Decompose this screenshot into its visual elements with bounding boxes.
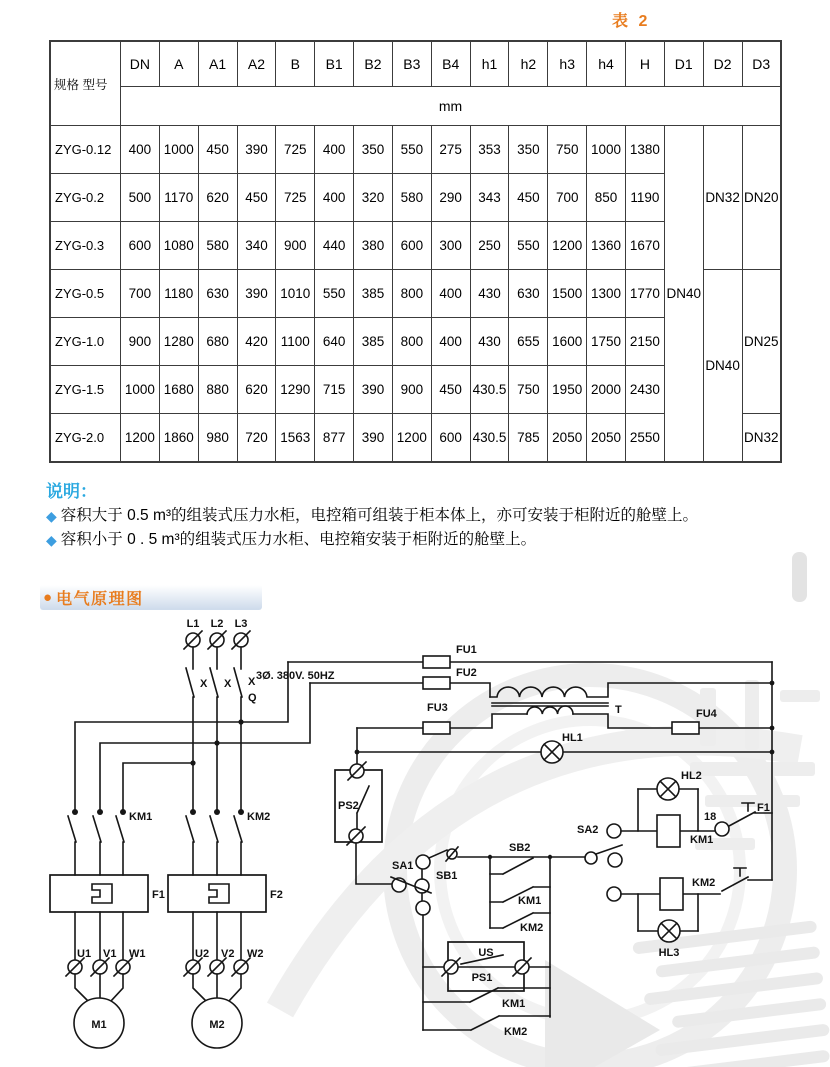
table-header-cell: h4 (587, 41, 626, 87)
section-title: 电气原理图 (56, 590, 144, 608)
table-header-cell: D3 (742, 41, 781, 87)
table-row (50, 87, 781, 126)
table-cell: 430 (470, 318, 509, 366)
table-cell: 580 (392, 174, 431, 222)
fuse-fu1 (288, 656, 772, 668)
motor-terminals (66, 958, 250, 976)
table-cell: 720 (237, 414, 276, 463)
table-cell: 620 (237, 366, 276, 414)
table-cell: 700 (121, 270, 160, 318)
table-cell: 300 (431, 222, 470, 270)
table-cell: 1170 (159, 174, 198, 222)
table-cell: 1180 (159, 270, 198, 318)
table-cell: ZYG-1.0 (50, 318, 121, 366)
table-cell: 600 (121, 222, 160, 270)
table-cell: 400 (121, 126, 160, 174)
circuit-label: U1 (77, 948, 92, 960)
circuit-label: W2 (247, 948, 264, 960)
table-header-cell: D2 (703, 41, 742, 87)
circuit-label: FU2 (456, 667, 477, 679)
table-row (50, 41, 781, 87)
table-cell: 1300 (587, 270, 626, 318)
table-header-cell: B1 (315, 41, 354, 87)
circle-bullet-icon: ● (43, 588, 53, 606)
circuit-label: KM2 (692, 877, 716, 889)
circuit-label: KM2 (520, 922, 544, 934)
fuse-fu3 (357, 714, 527, 734)
selector-contact-right (585, 845, 622, 867)
table-cell: 640 (315, 318, 354, 366)
table-header-cell: B4 (431, 41, 470, 87)
table-cell: 450 (509, 174, 548, 222)
table-header-cell: B2 (354, 41, 393, 87)
table-cell: DN32 (703, 126, 742, 270)
table-cell: 380 (354, 222, 393, 270)
contactor-banks (50, 809, 266, 960)
table-cell: 275 (431, 126, 470, 174)
circuit-label: L1 (186, 618, 200, 630)
main-switch-q (186, 647, 242, 812)
circuit-label: F1 (757, 802, 770, 814)
table-cell: DN40 (664, 126, 703, 463)
table-cell: 450 (431, 366, 470, 414)
circuit-label: KM1 (518, 895, 542, 907)
table-cell: 1680 (159, 366, 198, 414)
table-cell: 450 (198, 126, 237, 174)
table-cell: 350 (509, 126, 548, 174)
circuit-label: PS2 (338, 800, 359, 812)
table-cell: 1600 (548, 318, 587, 366)
table-header-cell: D1 (664, 41, 703, 87)
circuit-label: X (248, 676, 256, 688)
circuit-label: M2 (209, 1019, 225, 1031)
table-cell: 430.5 (470, 366, 509, 414)
circuit-label: T (615, 704, 622, 716)
note-text: 容积大于 0.5 m³的组装式压力水柜，电控箱可组装于柜本体上，亦可安装于柜附近的舱壁上。 (60, 507, 699, 524)
circuit-label: SB2 (509, 842, 531, 854)
table-cell: 630 (198, 270, 237, 318)
table-cell: 715 (315, 366, 354, 414)
circuit-label: F1 (152, 889, 165, 901)
table-cell: DN40 (703, 270, 742, 463)
table-cell: DN20 (742, 126, 781, 270)
table-cell: 2000 (587, 366, 626, 414)
table-cell: 290 (431, 174, 470, 222)
table-cell: 700 (548, 174, 587, 222)
table-cell: 250 (470, 222, 509, 270)
table-cell: 2550 (625, 414, 664, 463)
notes-title: 说明： (46, 482, 97, 501)
table-cell: 340 (237, 222, 276, 270)
table-cell: DN32 (742, 414, 781, 463)
diamond-bullet-icon: ◆ (46, 531, 57, 548)
table-cell: 550 (392, 126, 431, 174)
table-header-cell: H (625, 41, 664, 87)
table-cell: 1380 (625, 126, 664, 174)
circuit-label: X (224, 678, 232, 690)
table-cell: ZYG-2.0 (50, 414, 121, 463)
table-cell: 1670 (625, 222, 664, 270)
table-cell: 1010 (276, 270, 315, 318)
circuit-label: US (478, 947, 494, 959)
table-cell: 1200 (392, 414, 431, 463)
table-header-cell: 规格 型号 (50, 41, 121, 126)
table-cell: 725 (276, 174, 315, 222)
table-cell: 725 (276, 126, 315, 174)
table-cell: 550 (509, 222, 548, 270)
table-cell: 1360 (587, 222, 626, 270)
table-cell: 1860 (159, 414, 198, 463)
table-cell: 1500 (548, 270, 587, 318)
circuit-label: SB1 (436, 870, 458, 882)
circuit-label: KM2 (247, 811, 271, 823)
table-cell: 350 (354, 126, 393, 174)
table-cell: 2050 (548, 414, 587, 463)
table-title: 表 2 (612, 13, 651, 30)
table-header-cell: DN (121, 41, 160, 87)
table-cell: 2430 (625, 366, 664, 414)
table-cell: ZYG-0.2 (50, 174, 121, 222)
table-cell: 900 (121, 318, 160, 366)
table-row (50, 126, 781, 174)
table-cell: 390 (237, 270, 276, 318)
table-cell: mm (121, 87, 782, 126)
table-cell: 430 (470, 270, 509, 318)
circuit-label: FU4 (696, 708, 717, 720)
table-cell: 385 (354, 270, 393, 318)
table-cell: 2050 (587, 414, 626, 463)
circuit-label: HL1 (562, 732, 583, 744)
table-cell: ZYG-1.5 (50, 366, 121, 414)
table-cell: 450 (237, 174, 276, 222)
table-cell: 1190 (625, 174, 664, 222)
circuit-label: PS1 (471, 972, 493, 984)
table-cell: 400 (315, 126, 354, 174)
circuit-label: W1 (129, 948, 146, 960)
table-cell: 400 (431, 318, 470, 366)
table-cell: DN25 (742, 270, 781, 414)
table-cell: 785 (509, 414, 548, 463)
table-header-cell: A (159, 41, 198, 87)
table-cell: 580 (198, 222, 237, 270)
table-header-cell: h1 (470, 41, 509, 87)
circuit-label: FU1 (456, 644, 477, 656)
table-cell: 600 (431, 414, 470, 463)
circuit-label: L3 (234, 618, 248, 630)
spec-table (49, 40, 782, 463)
table-cell: 900 (392, 366, 431, 414)
table-cell: 750 (509, 366, 548, 414)
button-sb1 (391, 877, 431, 893)
notes-section (46, 477, 796, 553)
table-cell: 500 (121, 174, 160, 222)
table-cell: 880 (198, 366, 237, 414)
circuit-label: HL2 (681, 770, 702, 782)
table-cell: 1080 (159, 222, 198, 270)
table-cell: 1200 (121, 414, 160, 463)
motors (74, 974, 242, 1048)
table-cell: ZYG-0.12 (50, 126, 121, 174)
circuit-label: L2 (210, 618, 224, 630)
circuit-label: X (200, 678, 208, 690)
table-cell: 2150 (625, 318, 664, 366)
table-cell: 680 (198, 318, 237, 366)
diamond-bullet-icon: ◆ (46, 508, 57, 524)
table-cell: 1000 (121, 366, 160, 414)
circuit-label: SA2 (577, 824, 599, 836)
table-cell: 1563 (276, 414, 315, 463)
table-cell: 390 (237, 126, 276, 174)
note-item (46, 505, 796, 529)
table-cell: 440 (315, 222, 354, 270)
table-cell: 620 (198, 174, 237, 222)
table-cell: 400 (315, 174, 354, 222)
circuit-label: HL3 (658, 947, 680, 959)
table-header-cell: A2 (237, 41, 276, 87)
table-cell: 353 (470, 126, 509, 174)
table-cell: 655 (509, 318, 548, 366)
fuse-fu2 (310, 677, 490, 697)
section-header (40, 584, 262, 610)
table-cell: 600 (392, 222, 431, 270)
table-cell: 1950 (548, 366, 587, 414)
table-cell: 1770 (625, 270, 664, 318)
table-cell: 850 (587, 174, 626, 222)
table-header-cell: B3 (392, 41, 431, 87)
table-cell: 800 (392, 270, 431, 318)
table-header-cell: A1 (198, 41, 237, 87)
table-cell: 1280 (159, 318, 198, 366)
table-cell: 550 (315, 270, 354, 318)
table-cell: 750 (548, 126, 587, 174)
table-cell: 1100 (276, 318, 315, 366)
circuit-label: V2 (221, 948, 235, 960)
circuit-label: KM1 (502, 998, 526, 1010)
table-cell: ZYG-0.5 (50, 270, 121, 318)
circuit-label: 18 (704, 811, 717, 823)
table-cell: 320 (354, 174, 393, 222)
circuit-label: KM1 (129, 811, 153, 823)
table-cell: 385 (354, 318, 393, 366)
circuit-label: V1 (103, 948, 117, 960)
table-cell: 1000 (587, 126, 626, 174)
table-cell: 343 (470, 174, 509, 222)
note-item (46, 529, 796, 553)
table-header-cell: h2 (509, 41, 548, 87)
table-cell: 877 (315, 414, 354, 463)
circuit-label: U2 (195, 948, 210, 960)
note-text: 容积小于 0 . 5 m³的组装式压力水柜、电控箱安装于柜附近的舱壁上。 (60, 530, 537, 548)
circuit-label: M1 (91, 1019, 107, 1031)
table-cell: 1290 (276, 366, 315, 414)
circuit-label: KM2 (504, 1026, 528, 1038)
table-header-cell: B (276, 41, 315, 87)
table-cell: 1200 (548, 222, 587, 270)
table-cell: 390 (354, 366, 393, 414)
circuit-label: FU3 (427, 702, 448, 714)
table-cell: 1000 (159, 126, 198, 174)
table-cell: 980 (198, 414, 237, 463)
circuit-label: F2 (270, 889, 283, 901)
table-cell: 390 (354, 414, 393, 463)
table-cell: 900 (276, 222, 315, 270)
table-cell: 1750 (587, 318, 626, 366)
circuit-label: SA1 (392, 860, 414, 872)
table-cell: 800 (392, 318, 431, 366)
circuit-label: KM1 (690, 834, 714, 846)
table-cell: 400 (431, 270, 470, 318)
table-cell: 430.5 (470, 414, 509, 463)
table-header-cell: h3 (548, 41, 587, 87)
circuit-label: Q (248, 692, 257, 704)
table-cell: ZYG-0.3 (50, 222, 121, 270)
circuit-label: 3Ø. 380V. 50HZ (256, 670, 335, 682)
table-cell: 420 (237, 318, 276, 366)
table-cell: 630 (509, 270, 548, 318)
